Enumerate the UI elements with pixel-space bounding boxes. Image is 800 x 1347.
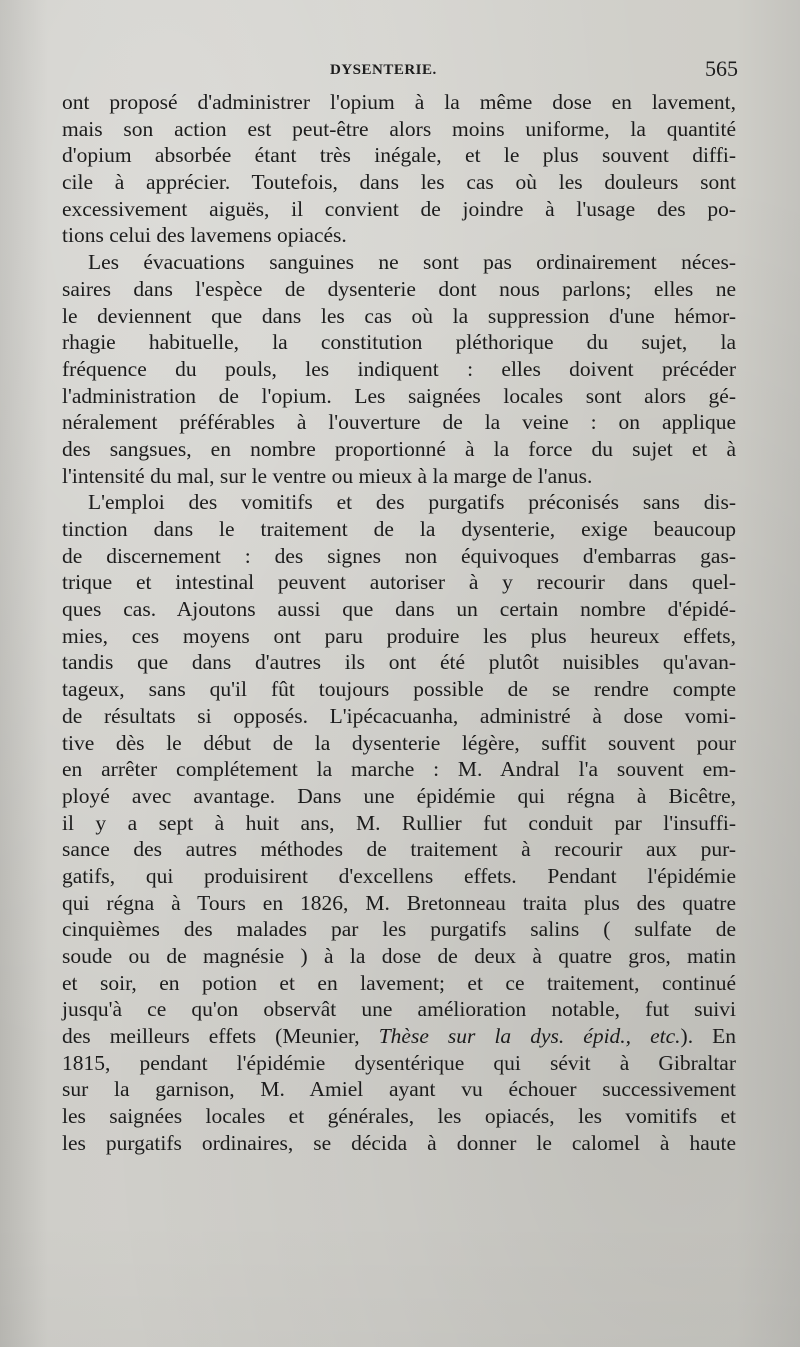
text-line: ont proposé d'administrer l'opium à la même dose en lavement, xyxy=(62,90,736,114)
text-line: soude ou de magnésie ) à la dose de deux à quatre gros, matin xyxy=(62,944,736,968)
text-line: mies, ces moyens ont paru produire les plus heureux effets, xyxy=(62,623,736,648)
citation-title: Thèse sur la dys. épid., etc. xyxy=(378,1024,681,1049)
citation-line xyxy=(62,1023,736,1050)
text-line: qui régna à Tours en 1826, M. Bretonneau traita plus des quatre xyxy=(62,890,736,915)
paragraph-start-line: Les évacuations sanguines ne sont pas ordinairement néces- xyxy=(88,250,736,275)
text-line: jusqu'à ce qu'on observât une amélioration notable, fut suivi xyxy=(62,997,736,1022)
text-line: et soir, en potion et en lavement; et ce traitement, continué xyxy=(62,970,736,995)
page-header xyxy=(62,56,738,88)
text-line: de résultats si opposés. L'ipécacuanha, administré à dose vomi- xyxy=(62,703,736,728)
text-line: ques cas. Ajoutons aussi que dans un certain nombre d'épidé- xyxy=(62,597,736,622)
text-line: l'intensité du mal, sur le ventre ou mieux à la marge de l'anus. xyxy=(62,463,593,488)
text-line: ployé avec avantage. Dans une épidémie qui régna à Bicêtre, xyxy=(62,783,736,808)
text-line: les saignées locales et générales, les opiacés, les vomitifs et xyxy=(62,1104,736,1129)
citation-tail: ). En xyxy=(680,1024,737,1049)
text-line: néralement préférables à l'ouverture de la veine : on applique xyxy=(62,410,736,435)
text-line: des sangsues, en nombre proportionné à la force du sujet et à xyxy=(62,436,736,461)
citation-lead: des meilleurs effets (Meunier, xyxy=(62,1024,379,1049)
text-line: tinction dans le traitement de la dysenterie, exige beaucoup xyxy=(62,517,736,541)
text-line: cinquièmes des malades par les purgatifs salins ( sulfate de xyxy=(62,917,736,942)
page-bottom-margin xyxy=(0,1215,800,1347)
text-line: fréquence du pouls, les indiquent : elles doivent précéder xyxy=(62,356,736,381)
text-line: gatifs, qui produisirent d'excellens effets. Pendant l'épidémie xyxy=(62,863,736,888)
text-line: sur la garnison, M. Amiel ayant vu échouer successivement xyxy=(62,1077,736,1102)
text-line: le deviennent que dans les cas où la suppression d'une hémor- xyxy=(62,303,736,328)
text-line: rhagie habituelle, la constitution pléthorique du sujet, la xyxy=(62,330,736,355)
text-line: les purgatifs ordinaires, se décida à donner le calomel à haute xyxy=(62,1130,736,1155)
text-line: tageux, sans qu'il fût toujours possible de se rendre compte xyxy=(62,677,736,702)
text-line: l'administration de l'opium. Les saignées locales sont alors gé- xyxy=(62,383,736,408)
text-line: cile à apprécier. Toutefois, dans les cas où les douleurs sont xyxy=(62,170,736,195)
text-line: en arrêter complétement la marche : M. Andral l'a souvent em- xyxy=(62,757,736,782)
paragraph-start-line: L'emploi des vomitifs et des purgatifs préconisés sans dis- xyxy=(88,490,736,515)
text-line: tive dès le début de la dysenterie légère, suffit souvent pour xyxy=(62,730,736,755)
body-text xyxy=(62,89,736,1157)
running-title: DYSENTERIE. xyxy=(330,62,437,78)
text-line: mais son action est peut-être alors moins uniforme, la quantité xyxy=(62,116,736,141)
text-line: 1815, pendant l'épidémie dysentérique qui sévit à Gibraltar xyxy=(62,1050,736,1075)
text-line: tions celui des lavemens opiacés. xyxy=(62,223,347,248)
text-line: saires dans l'espèce de dysenterie dont nous parlons; elles ne xyxy=(62,276,736,301)
text-line: d'opium absorbée étant très inégale, et le plus souvent diffi- xyxy=(62,143,736,168)
page-number: 565 xyxy=(705,56,738,81)
text-line: excessivement aiguës, il convient de joindre à l'usage des po- xyxy=(62,196,736,221)
text-line: il y a sept à huit ans, M. Rullier fut conduit par l'insuffi- xyxy=(62,810,736,835)
text-line: sance des autres méthodes de traitement à recourir aux pur- xyxy=(62,837,736,862)
text-line: trique et intestinal peuvent autoriser à y recourir dans quel- xyxy=(62,570,736,595)
text-line: de discernement : des signes non équivoques d'embarras gas- xyxy=(62,543,736,568)
text-line: tandis que dans d'autres ils ont été plutôt nuisibles qu'avan- xyxy=(62,650,736,675)
